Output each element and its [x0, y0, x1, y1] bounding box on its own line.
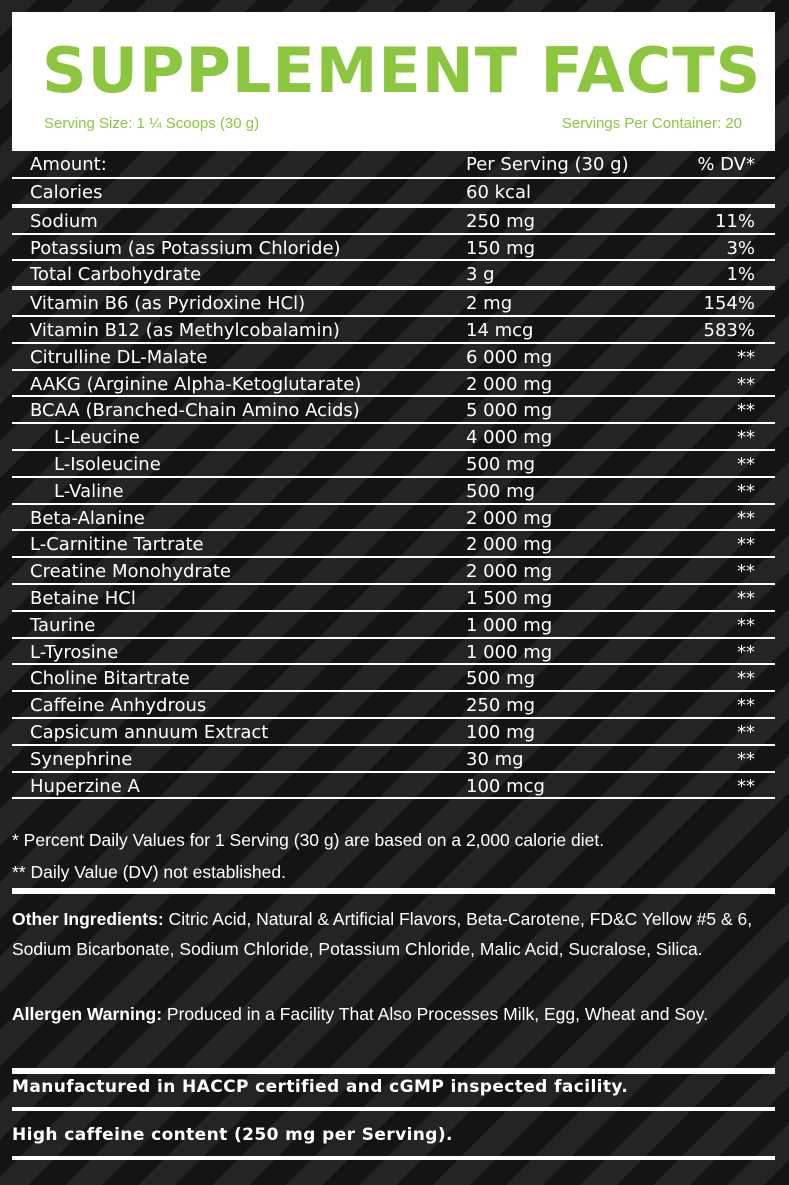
- table-row: [12, 344, 775, 371]
- nutrient-amount: 30 mg: [466, 748, 524, 770]
- table-row: [12, 665, 775, 692]
- table-row: [12, 505, 775, 532]
- table-row: [12, 261, 775, 290]
- allergen-text: Produced in a Facility That Also Processes Milk, Egg, Wheat and Soy.: [162, 1004, 709, 1024]
- nutrient-amount: 2 000 mg: [466, 534, 553, 556]
- nutrient-dv: **: [737, 748, 755, 770]
- nutrient-amount: 150 mg: [466, 237, 536, 259]
- nutrient-amount: 1 500 mg: [466, 587, 553, 609]
- nutrient-amount: 6 000 mg: [466, 346, 553, 368]
- nutrient-dv: **: [737, 507, 755, 529]
- nutrient-name: Choline Bitartrate: [30, 668, 190, 690]
- nutrient-name: Citrulline DL-Malate: [30, 346, 208, 368]
- nutrient-amount: 500 mg: [466, 453, 536, 475]
- caffeine-warning: High caffeine content (250 mg per Serving).: [12, 1125, 453, 1145]
- nutrient-dv: 3%: [726, 237, 755, 259]
- table-row: [12, 612, 775, 639]
- serving-size: Serving Size: 1 ¼ Scoops (30 g): [44, 115, 260, 132]
- table-header-row: [12, 151, 775, 179]
- nutrient-name: Total Carbohydrate: [30, 264, 202, 286]
- table-row: [12, 371, 775, 398]
- manufacturing-statement: Manufactured in HACCP certified and cGMP inspected facility.: [12, 1077, 629, 1097]
- table-row: [12, 424, 775, 451]
- divider: [12, 1156, 775, 1160]
- table-row: [12, 692, 775, 719]
- nutrient-name: Potassium (as Potassium Chloride): [30, 237, 341, 259]
- nutrient-name: Beta-Alanine: [30, 507, 145, 529]
- nutrient-name: L-Carnitine Tartrate: [30, 534, 204, 556]
- other-ingredients-text: Citric Acid, Natural & Artificial Flavors, Beta-Carotene, FD&C Yellow #5 & 6, Sodium Bicarbonate, Sodium Chloride, Potassium Chloride, Malic Acid, Sucralose, Silica.: [12, 909, 753, 959]
- nutrient-dv: **: [737, 695, 755, 717]
- nutrient-dv: **: [737, 587, 755, 609]
- column-header-amount: Amount:: [30, 154, 107, 175]
- table-row: [12, 235, 775, 262]
- nutrient-name: Creatine Monohydrate: [30, 561, 231, 583]
- table-row: [12, 773, 775, 800]
- nutrient-amount: 500 mg: [466, 480, 536, 502]
- nutrient-amount: 2 000 mg: [466, 507, 553, 529]
- nutrient-dv: 583%: [703, 319, 755, 341]
- nutrient-name: BCAA (Branched-Chain Amino Acids): [30, 400, 360, 422]
- nutrient-amount: 2 mg: [466, 293, 513, 315]
- nutrient-name: Vitamin B6 (as Pyridoxine HCl): [30, 293, 306, 315]
- table-row: [12, 639, 775, 666]
- table-row: [12, 531, 775, 558]
- nutrient-dv: **: [737, 480, 755, 502]
- nutrient-amount: 500 mg: [466, 668, 536, 690]
- nutrient-dv: **: [737, 373, 755, 395]
- nutrient-amount: 100 mg: [466, 721, 536, 743]
- nutrient-amount: 14 mcg: [466, 319, 534, 341]
- nutrient-dv: **: [737, 346, 755, 368]
- nutrient-amount: 4 000 mg: [466, 427, 553, 449]
- nutrient-name: Calories: [30, 182, 103, 203]
- nutrient-name: AAKG (Arginine Alpha-Ketoglutarate): [30, 373, 362, 395]
- other-ingredients-label: Other Ingredients:: [12, 909, 164, 929]
- other-ingredients: [12, 904, 767, 964]
- nutrient-amount: 1 000 mg: [466, 641, 553, 663]
- column-header-dv: % DV*: [697, 154, 755, 175]
- nutrient-name: L-Valine: [54, 480, 124, 502]
- table-row: [12, 290, 775, 317]
- table-row: [12, 746, 775, 773]
- nutrient-amount: 100 mcg: [466, 775, 545, 797]
- dv-not-established-note: ** Daily Value (DV) not established.: [12, 862, 286, 882]
- servings-per-container: Servings Per Container: 20: [561, 115, 742, 132]
- table-row: [12, 558, 775, 585]
- table-row: [12, 451, 775, 478]
- column-header-per-serving: Per Serving (30 g): [466, 154, 629, 175]
- nutrient-amount: 60 kcal: [466, 182, 531, 203]
- nutrient-name: Capsicum annuum Extract: [30, 721, 269, 743]
- nutrient-amount: 250 mg: [466, 210, 536, 232]
- nutrient-amount: 5 000 mg: [466, 400, 553, 422]
- table-row: [12, 719, 775, 746]
- nutrient-dv: **: [737, 400, 755, 422]
- table-body: [12, 179, 775, 799]
- table-row: [12, 397, 775, 424]
- nutrient-amount: 3 g: [466, 264, 495, 286]
- allergen-warning: [12, 996, 767, 1032]
- nutrient-name: Huperzine A: [30, 775, 140, 797]
- nutrient-name: Taurine: [30, 614, 96, 636]
- nutrient-name: L-Leucine: [54, 427, 140, 449]
- table-row: [12, 585, 775, 612]
- nutrient-name: Vitamin B12 (as Methylcobalamin): [30, 319, 340, 341]
- nutrient-name: L-Tyrosine: [30, 641, 119, 663]
- nutrient-dv: **: [737, 614, 755, 636]
- nutrient-amount: 250 mg: [466, 695, 536, 717]
- nutrient-amount: 2 000 mg: [466, 373, 553, 395]
- nutrient-dv: 1%: [726, 264, 755, 286]
- nutrient-dv: **: [737, 534, 755, 556]
- table-row: [12, 478, 775, 505]
- nutrient-dv: **: [737, 775, 755, 797]
- nutrient-amount: 1 000 mg: [466, 614, 553, 636]
- facts-table: [12, 151, 775, 799]
- nutrient-dv: 154%: [703, 293, 755, 315]
- dv-footnote: * Percent Daily Values for 1 Serving (30 g) are based on a 2,000 calorie diet.: [12, 830, 605, 850]
- nutrient-name: Caffeine Anhydrous: [30, 695, 207, 717]
- nutrient-amount: 2 000 mg: [466, 561, 553, 583]
- nutrient-name: Synephrine: [30, 748, 133, 770]
- divider: [12, 1068, 775, 1074]
- header-panel: [12, 12, 775, 151]
- page-title: SUPPLEMENT FACTS: [42, 34, 762, 107]
- table-row: [12, 208, 775, 235]
- nutrient-dv: **: [737, 641, 755, 663]
- nutrient-name: Betaine HCl: [30, 587, 136, 609]
- nutrient-dv: **: [737, 561, 755, 583]
- allergen-label: Allergen Warning:: [12, 1004, 163, 1024]
- nutrient-name: Sodium: [30, 210, 98, 232]
- divider: [12, 888, 775, 894]
- nutrient-dv: **: [737, 427, 755, 449]
- nutrient-name: L-Isoleucine: [54, 453, 161, 475]
- nutrient-dv: 11%: [714, 210, 755, 232]
- divider: [12, 1107, 775, 1111]
- table-row: [12, 317, 775, 344]
- nutrient-dv: **: [737, 453, 755, 475]
- table-row: [12, 179, 775, 208]
- nutrient-dv: **: [737, 668, 755, 690]
- nutrient-dv: **: [737, 721, 755, 743]
